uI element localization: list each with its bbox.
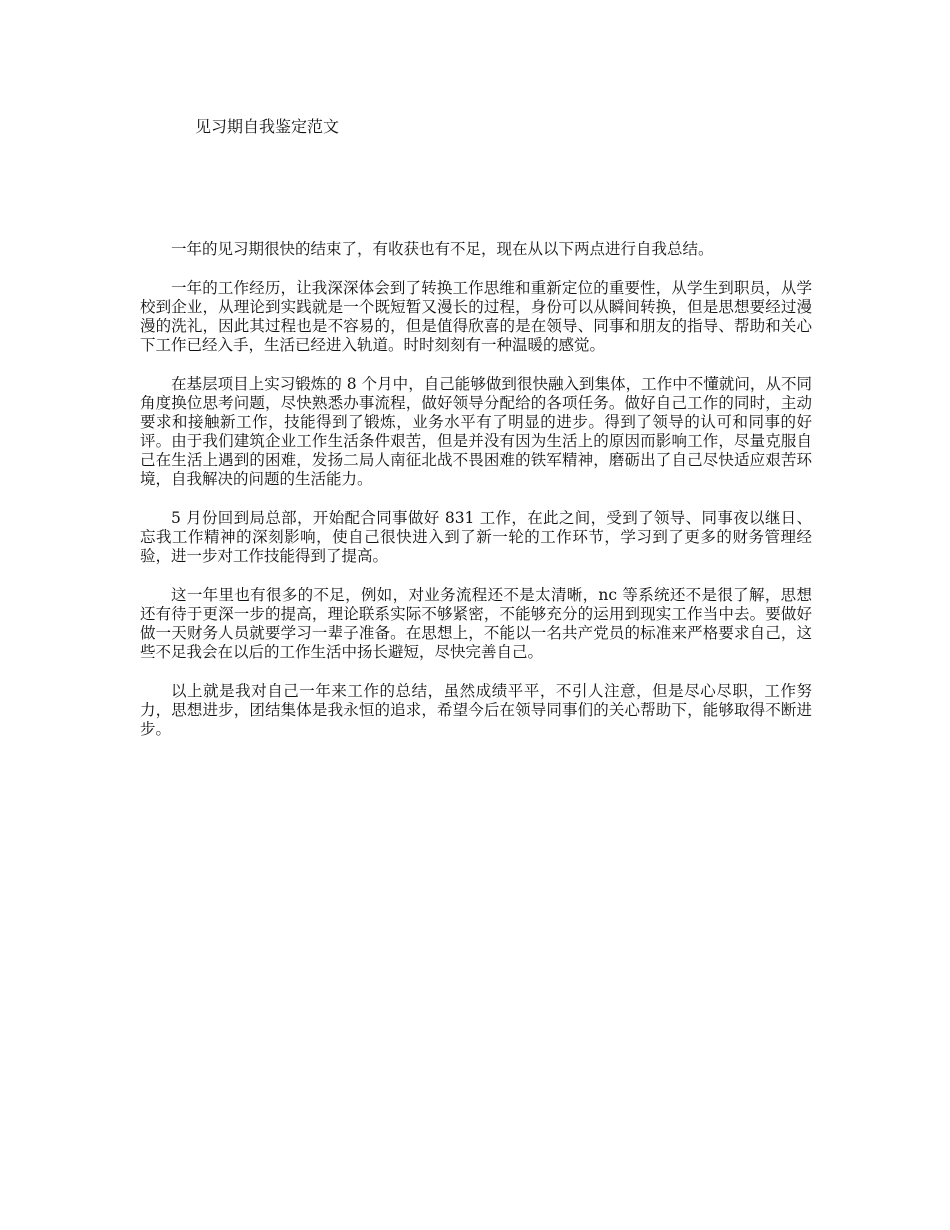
document-title: 见习期自我鉴定范文	[195, 117, 340, 136]
paragraph-field-practice: 在基层项目上实习锻炼的 8 个月中，自己能够做到很快融入到集体，工作中不懂就问，从不同角度换位思考问题，尽快熟悉办事流程，做好领导分配给的各项任务。做好自己工作的同时，主动要求和接触新工作，技能得到了锻炼，业务水平有了明显的进步。得到了领导的认可和同事的好评。由于我们建筑企业工作生活条件艰苦，但是并没有因为生活上的原因而影响工作，尽量克服自己在生活上遇到的困难，发扬二局人南征北战不畏困难的铁军精神，磨砺出了自己尽快适应艰苦环境，自我解决的问题的生活能力。	[140, 375, 812, 488]
document-body	[140, 240, 812, 759]
paragraph-headquarters: 5 月份回到局总部，开始配合同事做好 831 工作，在此之间，受到了领导、同事夜以继日、忘我工作精神的深刻影响，使自己很快进入到了新一轮的工作环节，学习到了更多的财务管理经验，进一步对工作技能得到了提高。	[140, 509, 812, 565]
paragraph-work-experience: 一年的工作经历，让我深深体会到了转换工作思维和重新定位的重要性，从学生到职员，从学校到企业，从理论到实践就是一个既短暂又漫长的过程，身份可以从瞬间转换，但是思想要经过漫漫的洗礼，因此其过程也是不容易的，但是值得欣喜的是在领导、同事和朋友的指导、帮助和关心下工作已经入手，生活已经进入轨道。时时刻刻有一种温暖的感觉。	[140, 279, 812, 354]
paragraph-conclusion: 以上就是我对自己一年来工作的总结，虽然成绩平平，不引人注意，但是尽心尽职，工作努力，思想进步，团结集体是我永恒的追求，希望今后在领导同事们的关心帮助下，能够取得不断进步。	[140, 682, 812, 738]
paragraph-shortcomings: 这一年里也有很多的不足，例如，对业务流程还不是太清晰，nc 等系统还不是很了解，思想还有待于更深一步的提高，理论联系实际不够紧密，不能够充分的运用到现实工作当中去。要做好做一天财务人员就要学习一辈子准备。在思想上，不能以一名共产党员的标准来严格要求自己，这些不足我会在以后的工作生活中扬长避短，尽快完善自己。	[140, 586, 812, 661]
paragraph-intro: 一年的见习期很快的结束了，有收获也有不足，现在从以下两点进行自我总结。	[171, 240, 714, 258]
